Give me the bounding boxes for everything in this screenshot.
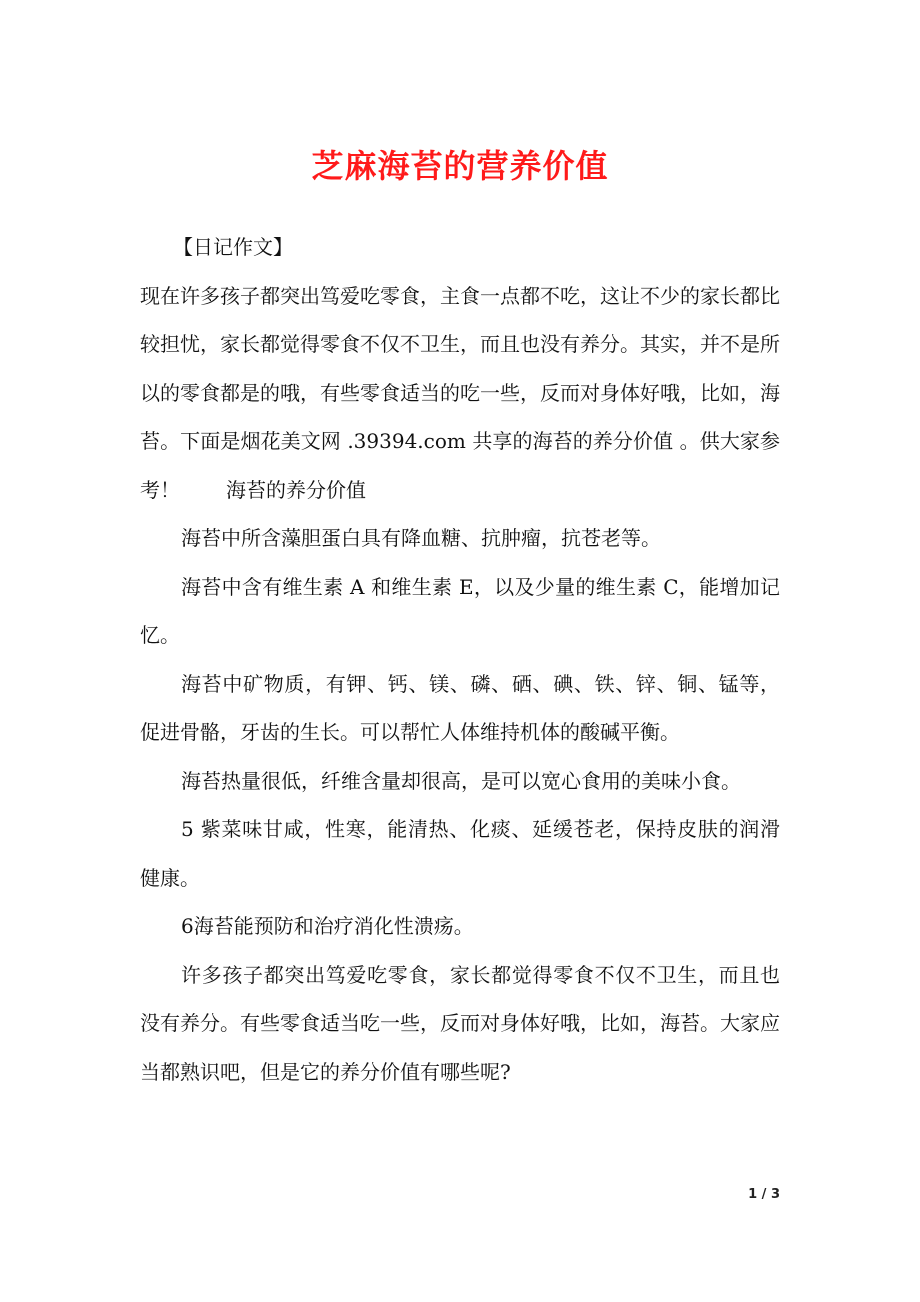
body-paragraph-5: 5 紫菜味甘咸，性寒，能清热、化痰、延缓苍老，保持皮肤的润滑健康。 bbox=[140, 817, 780, 890]
body-paragraph-6: 6海苔能预防和治疗消化性溃疡。 bbox=[181, 914, 474, 938]
document-title: 芝麻海苔的营养价值 bbox=[311, 147, 609, 185]
body-paragraph-3: 海苔中矿物质，有钾、钙、镁、磷、硒、碘、铁、锌、铜、锰等，促进骨骼，牙齿的生长。可以帮忙人体维持机体的酸碱平衡。 bbox=[140, 671, 780, 744]
document-body bbox=[140, 223, 780, 1096]
body-paragraph-2: 海苔中含有维生素 A 和维生素 E，以及少量的维生素 C，能增加记忆。 bbox=[140, 574, 780, 647]
intro-paragraph bbox=[140, 272, 780, 515]
category-tag: 【日记作文】 bbox=[173, 235, 293, 259]
intro-text: 现在许多孩子都突出笃爱吃零食，主食一点都不吃，这让不少的家长都比较担忧，家长都觉得零食不仅不卫生，而且也没有养分。其实，并不是所以的零食都是的哦，有些零食适当的吃一些，反而对身体好哦，比如，海苔。下面是烟花美文网 .39394.com 共享的海苔的养分价值 。供大家参考！ bbox=[140, 283, 780, 502]
section-heading: 海苔的养分价值 bbox=[226, 477, 366, 502]
page-number: 1 / 3 bbox=[748, 1187, 780, 1202]
body-paragraph-1: 海苔中所含藻胆蛋白具有降血糖、抗肿瘤，抗苍老等。 bbox=[181, 526, 661, 550]
body-paragraph-4: 海苔热量很低，纤维含量却很高，是可以宽心食用的美味小食。 bbox=[181, 768, 741, 793]
body-paragraph-7: 许多孩子都突出笃爱吃零食，家长都觉得零食不仅不卫生，而且也没有养分。有些零食适当吃一些，反而对身体好哦，比如，海苔。大家应当都熟识吧，但是它的养分价值有哪些呢? bbox=[140, 962, 780, 1084]
